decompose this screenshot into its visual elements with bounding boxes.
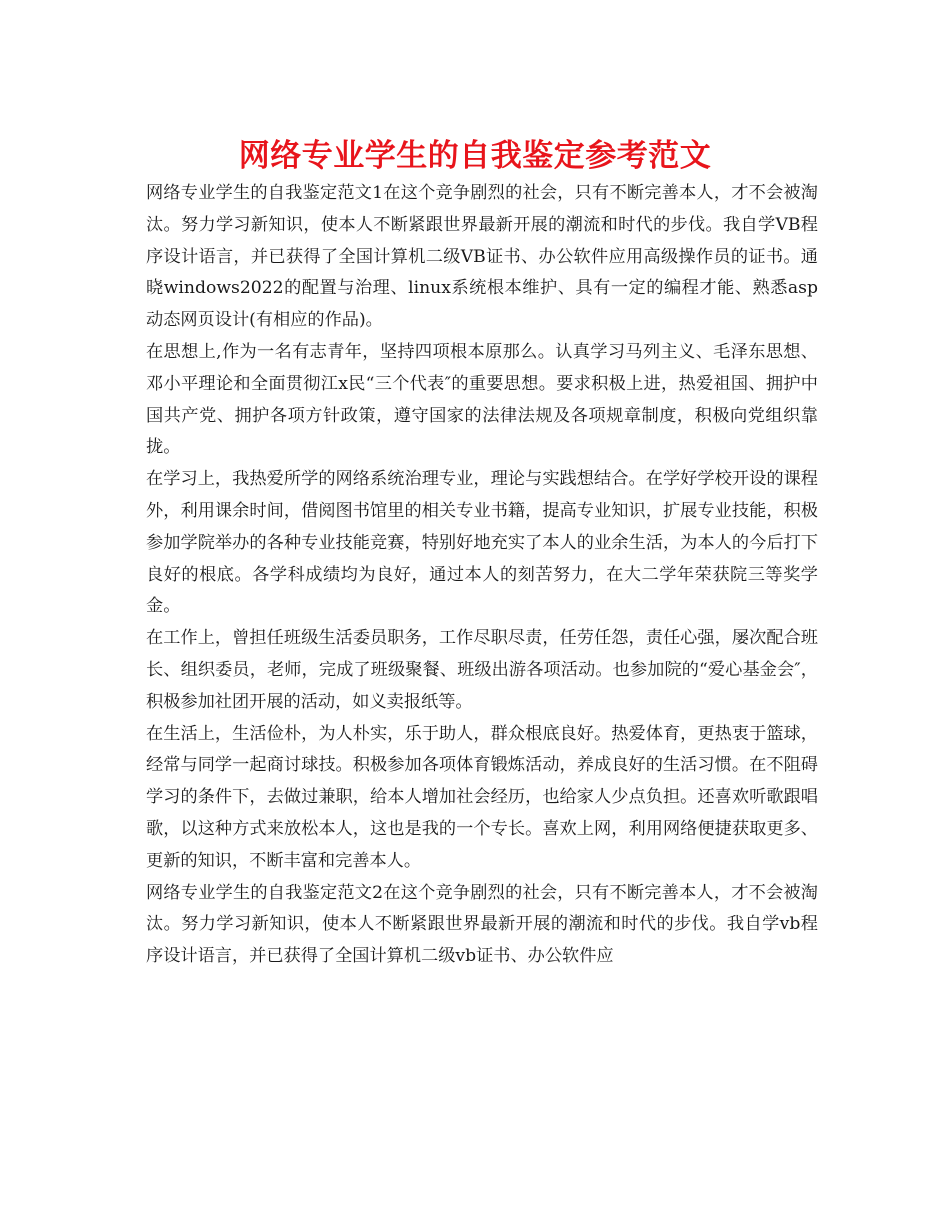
paragraph-sample-2: 网络专业学生的自我鉴定范文2在这个竞争剧烈的社会，只有不断完善本人，才不会被淘汰。努力学习新知识，使本人不断紧跟世界最新开展的潮流和时代的步伐。我自学vb程序设计语言，并已获得了全国计算机二级vb证书、办公软件应	[146, 882, 818, 967]
paragraph-life: 在生活上，生活俭朴，为人朴实，乐于助人，群众根底良好。热爱体育，更热衷于篮球，经常与同学一起商讨球技。积极参加各项体育锻炼活动，养成良好的生活习惯。在不阻碍学习的条件下，去做过兼职，给本人增加社会经历，也给家人少点负担。还喜欢听歌跟唱歌，以这种方式来放松本人，这也是我的一个专长。喜欢上网，利用网络便捷获取更多、更新的知识，不断丰富和完善本人。	[146, 723, 818, 871]
paragraph-work: 在工作上，曾担任班级生活委员职务，工作尽职尽责，任劳任怨，责任心强，屡次配合班长、组织委员，老师，完成了班级聚餐、班级出游各项活动。也参加院的“爱心基金会″，积极参加社团开展的活动，如义卖报纸等。	[146, 628, 818, 712]
paragraph-thought: 在思想上,作为一名有志青年，坚持四项根本原那么。认真学习马列主义、毛泽东思想、邓小平理论和全面贯彻江x民“三个代表″的重要思想。要求积极上进，热爱祖国、拥护中国共产党、拥护各项方针政策，遵守国家的法律法规及各项规章制度，积极向党组织靠拢。	[146, 341, 818, 458]
document-body	[146, 178, 818, 973]
paragraph-study: 在学习上，我热爱所学的网络系统治理专业，理论与实践想结合。在学好学校开设的课程外，利用课余时间，借阅图书馆里的相关专业书籍，提高专业知识，扩展专业技能，积极参加学院举办的各种专业技能竞赛，特别好地充实了本人的业余生活，为本人的今后打下良好的根底。各学科成绩均为良好，通过本人的刻苦努力，在大二学年荣获院三等奖学金。	[146, 469, 818, 617]
page-title: 网络专业学生的自我鉴定参考范文	[238, 138, 712, 174]
paragraph-intro: 网络专业学生的自我鉴定范文1在这个竞争剧烈的社会，只有不断完善本人，才不会被淘汰。努力学习新知识，使本人不断紧跟世界最新开展的潮流和时代的步伐。我自学VB程序设计语言，并已获得了全国计算机二级VB证书、办公软件应用高级操作员的证书。通晓windows2022的配置与治理、linux系统根本维护、具有一定的编程才能、熟悉asp动态网页设计(有相应的作品)。	[146, 183, 818, 331]
